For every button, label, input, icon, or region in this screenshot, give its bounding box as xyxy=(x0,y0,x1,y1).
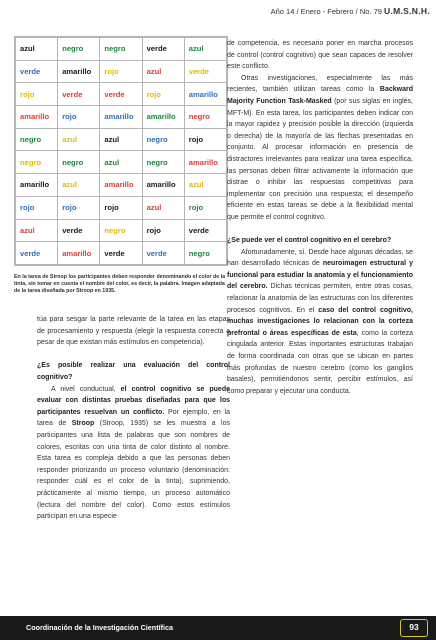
heading-evaluation: ¿Es posible realizar una evaluación del control cognitivo? xyxy=(37,362,230,381)
right-paragraph-2 xyxy=(227,73,413,224)
text-run: Otras investigaciones, especialmente las más recientes, también utilizan tareas como la xyxy=(227,74,413,94)
stroop-word: amarillo xyxy=(142,174,184,197)
stroop-figure xyxy=(14,36,228,266)
stroop-word: azul xyxy=(58,174,100,197)
stroop-word: negro xyxy=(100,38,142,61)
stroop-word: negro xyxy=(142,128,184,151)
stroop-word: verde xyxy=(142,242,184,265)
stroop-word: rojo xyxy=(100,196,142,219)
stroop-word: azul xyxy=(16,219,58,242)
left-column xyxy=(37,314,230,523)
stroop-word: negro xyxy=(58,38,100,61)
figure-caption: En la tarea de Stroop los participantes deben responder denominando el color de la tinta, sin tomar en cuenta el nombre del color, es decir, la palabra. Imagen adaptada de la tarea diseñada por Stroop en 1935. xyxy=(14,274,226,295)
stroop-row xyxy=(16,128,227,151)
stroop-word: amarillo xyxy=(58,242,100,265)
stroop-word: azul xyxy=(184,174,226,197)
right-paragraph-1: de competencia, es necesario poner en marcha procesos de control (control cognitivo) que sean capaces de resolver este conflicto. xyxy=(227,40,413,71)
spacer xyxy=(37,349,230,361)
stroop-word: azul xyxy=(16,38,58,61)
stroop-word: rojo xyxy=(184,196,226,219)
highlight-neuroimaging: neuroimagen estructural y funcional para estudiar la anatomía y el funcionamiento del cerebro. xyxy=(227,260,413,291)
highlight-prefrontal: caso del control cognitivo, muchas investigaciones lo relacionan con la corteza prefrontal o áreas específicas de esta xyxy=(227,306,413,337)
stroop-row xyxy=(16,174,227,197)
stroop-word: verde xyxy=(58,219,100,242)
text-run: (Stroop, 1935) se les muestra a los participantes una lista de palabras que son nombres de colores, escritas con una tinta de color distinto al nombre. Esta tarea es compleja debido a que las personas deben responder priorizando un proceso voluntario (denominación: responder cuál es el color de la tinta), suprimiendo, prácticamente al mismo tiempo, un proceso automático (lectura del nombre del color). Como estos estímulos participan en una especie xyxy=(37,420,230,521)
stroop-row xyxy=(16,242,227,265)
stroop-word: rojo xyxy=(100,60,142,83)
stroop-word: rojo xyxy=(16,196,58,219)
stroop-row xyxy=(16,60,227,83)
text-run: Afortunadamente, sí. Desde hace algunas décadas, se han desarrollado técnicas de xyxy=(227,248,413,268)
text-run: A nivel conductual, xyxy=(51,385,121,393)
stroop-word: verde xyxy=(16,60,58,83)
stroop-word: negro xyxy=(184,106,226,129)
stroop-word: negro xyxy=(16,128,58,151)
stroop-word: verde xyxy=(100,242,142,265)
stroop-word: rojo xyxy=(142,83,184,106)
stroop-word: azul xyxy=(58,128,100,151)
stroop-word: azul xyxy=(142,196,184,219)
heading-brain: ¿Se puede ver el control cognitivo en el cerebro? xyxy=(227,237,392,245)
stroop-word: verde xyxy=(100,83,142,106)
text-run: Por ejemplo, en la tarea de xyxy=(37,408,230,428)
stroop-word: amarillo xyxy=(184,151,226,174)
stroop-word: verde xyxy=(142,38,184,61)
highlight-mft-task: Backward Majority Function Task-Masked xyxy=(227,86,413,105)
page-header xyxy=(271,6,430,16)
page-footer xyxy=(0,616,436,640)
stroop-row xyxy=(16,196,227,219)
stroop-word: amarillo xyxy=(142,106,184,129)
issue-info: Año 14 / Enero - Febrero / No. 79 xyxy=(270,7,382,16)
stroop-word: azul xyxy=(184,38,226,61)
stroop-word: rojo xyxy=(58,106,100,129)
stroop-word: rojo xyxy=(184,128,226,151)
text-run: (por sus siglas en inglés, MFT-M). En esta tarea, los participantes deben indicar con la mayor rapidez y precisión posible la dirección (izquierda o derecha) de la mayoría de las flechas presentadas en conjunto. Al procesar información en presencia de distractores irrelevantes para realizar una tarea específica, las personas deben filtrar activamente la información que distrae o inhibir las respuestas competitivas para implementar con precisión una respuesta; el desempeño eficiente en estas tareas se debe a la flexibilidad mental que permite el control cognitivo. xyxy=(227,97,413,221)
stroop-word: verde xyxy=(184,60,226,83)
stroop-row xyxy=(16,151,227,174)
stroop-word: negro xyxy=(100,219,142,242)
left-paragraph-1: túa para sesgar la parte relevante de la tarea en las etapas de procesamiento y respuesta (elegir la respuesta correcta a pesar de que existan más estímulos en competencia). xyxy=(37,316,230,347)
stroop-word: rojo xyxy=(16,83,58,106)
stroop-word: verde xyxy=(16,242,58,265)
text-run: , como la corteza cingulada anterior. Estas importantes estructuras trabajan de forma coordinada con otras que se ubican en partes más profundas de nuestro cerebro (como los ganglios basales), permitiéndonos sentir, percibir estímulos, así como preparar y ejecutar una conducta. xyxy=(227,329,413,395)
stroop-word: negro xyxy=(142,151,184,174)
right-column xyxy=(227,38,413,397)
stroop-row xyxy=(16,38,227,61)
stroop-word: rojo xyxy=(142,219,184,242)
highlight-stroop: Stroop xyxy=(71,420,95,428)
stroop-word: amarillo xyxy=(16,174,58,197)
stroop-word: verde xyxy=(184,219,226,242)
text-run: Dichas técnicas permiten, entre otras cosas, relacionar la anatomía de las estructuras con los diferentes procesos cognitivos. En el xyxy=(227,283,414,314)
highlight-control-evaluation: el control cognitivo se puede evaluar con distintas pruebas diseñadas para que los participantes resuelvan un conflicto. xyxy=(37,385,230,416)
left-paragraph-2 xyxy=(37,384,230,523)
stroop-word: amarillo xyxy=(184,83,226,106)
page-number: 93 xyxy=(400,619,428,637)
stroop-word: azul xyxy=(100,151,142,174)
stroop-word: negro xyxy=(184,242,226,265)
stroop-row xyxy=(16,83,227,106)
stroop-word: amarillo xyxy=(100,106,142,129)
stroop-word: verde xyxy=(58,83,100,106)
stroop-word: rojo xyxy=(58,196,100,219)
footer-label: Coordinación de la Investigación Científica xyxy=(26,623,173,632)
stroop-word: azul xyxy=(142,60,184,83)
stroop-word: negro xyxy=(16,151,58,174)
stroop-table-body xyxy=(16,38,227,265)
spacer xyxy=(227,224,413,236)
stroop-word: negro xyxy=(58,151,100,174)
stroop-row xyxy=(16,219,227,242)
stroop-table xyxy=(15,37,227,265)
stroop-row xyxy=(16,106,227,129)
stroop-word: amarillo xyxy=(100,174,142,197)
stroop-word: azul xyxy=(100,128,142,151)
brand-name: U.M.S.N.H. xyxy=(384,6,430,16)
stroop-word: amarillo xyxy=(58,60,100,83)
stroop-word: amarillo xyxy=(16,106,58,129)
right-paragraph-3 xyxy=(227,247,413,398)
